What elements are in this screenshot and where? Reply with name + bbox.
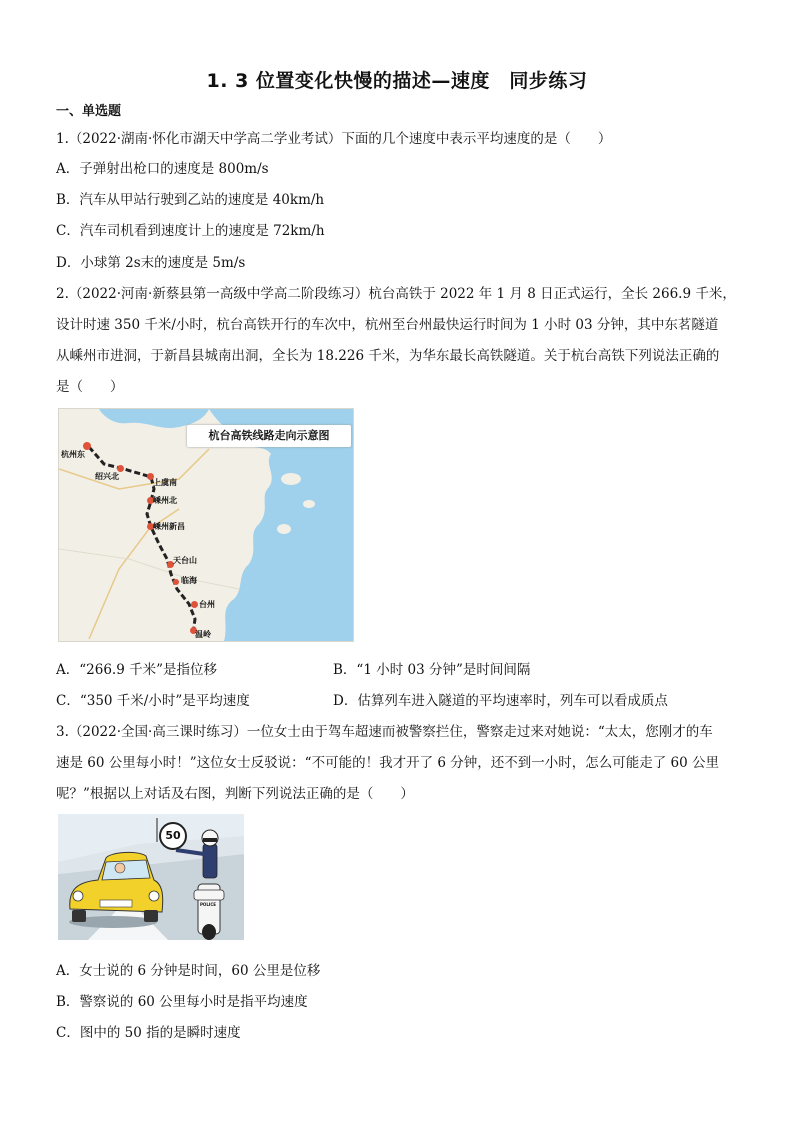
q3-stem-line1: 3.（2022·全国·高三课时练习）一位女士由于驾车超速而被警察拦住，警察走过来对她说：“太太，您刚才的车 bbox=[56, 724, 713, 740]
railway-route-map bbox=[58, 408, 354, 642]
station-label: 嵊州北 bbox=[153, 496, 177, 505]
q2-stem-line2: 设计时速 350 千米/小时，杭台高铁开行的车次中，杭州至台州最快运行时间为 1 小时 03 分钟，其中东茗隧道 bbox=[56, 317, 719, 333]
speeding-car-illustration bbox=[58, 814, 244, 940]
q2-option-a: A．“266.9 千米”是指位移 bbox=[56, 662, 217, 678]
station-label: 绍兴北 bbox=[95, 472, 119, 481]
station-marker bbox=[173, 579, 179, 585]
q3-option-a: A．女士说的 6 分钟是时间，60 公里是位移 bbox=[56, 963, 321, 979]
police-label: POLICE bbox=[200, 902, 217, 907]
q3-stem-line2: 速是 60 公里每小时！”这位女士反驳说：“不可能的！我才开了 6 分钟，还不到一小时，怎么可能走了 60 公里 bbox=[56, 755, 719, 771]
station-label: 天台山 bbox=[173, 556, 197, 565]
station-label: 温岭 bbox=[195, 630, 211, 639]
station-label: 杭州东 bbox=[61, 450, 85, 459]
station-label: 上虞南 bbox=[153, 478, 177, 487]
station-label: 临海 bbox=[181, 576, 197, 585]
q2-stem-line4: 是（ ） bbox=[56, 379, 124, 395]
q1-stem: 1.（2022·湖南·怀化市湖天中学高二学业考试）下面的几个速度中表示平均速度的是（ ） bbox=[56, 131, 612, 147]
speed-limit-sign: 50 bbox=[159, 822, 187, 850]
illustration-graphic bbox=[58, 814, 244, 940]
q1-option-a: A．子弹射出枪口的速度是 800m/s bbox=[56, 161, 269, 177]
page-title: 1. 3 位置变化快慢的描述—速度 同步练习 bbox=[206, 70, 588, 92]
q2-option-d: D．估算列车进入隧道的平均速率时，列车可以看成质点 bbox=[333, 693, 668, 709]
q2-option-c: C．“350 千米/小时”是平均速度 bbox=[56, 693, 250, 709]
q3-option-c: C．图中的 50 指的是瞬时速度 bbox=[56, 1025, 241, 1041]
q3-stem-line3: 呢？”根据以上对话及右图，判断下列说法正确的是（ ） bbox=[56, 786, 414, 802]
section-heading: 一、单选题 bbox=[56, 104, 122, 119]
q2-stem-line3: 从嵊州市进洞，于新昌县城南出洞，全长为 18.226 千米，为华东最长高铁隧道。关于杭台高铁下列说法正确的 bbox=[56, 348, 720, 364]
station-label: 台州 bbox=[199, 600, 215, 609]
q2-option-b: B．“1 小时 03 分钟”是时间间隔 bbox=[333, 662, 531, 678]
q1-option-b: B．汽车从甲站行驶到乙站的速度是 40km/h bbox=[56, 192, 325, 208]
q3-option-b: B．警察说的 60 公里每小时是指平均速度 bbox=[56, 994, 308, 1010]
q1-option-c: C．汽车司机看到速度计上的速度是 72km/h bbox=[56, 223, 325, 239]
map-title: 杭台高铁线路走向示意图 bbox=[187, 425, 351, 447]
q2-stem-line1: 2.（2022·河南·新蔡县第一高级中学高二阶段练习）杭台高铁于 2022 年 1 月 8 日正式运行，全长 266.9 千米， bbox=[56, 286, 736, 302]
q1-option-d: D．小球第 2s末的速度是 5m/s bbox=[56, 255, 246, 271]
station-marker bbox=[191, 601, 198, 608]
station-label: 嵊州新昌 bbox=[153, 522, 185, 531]
